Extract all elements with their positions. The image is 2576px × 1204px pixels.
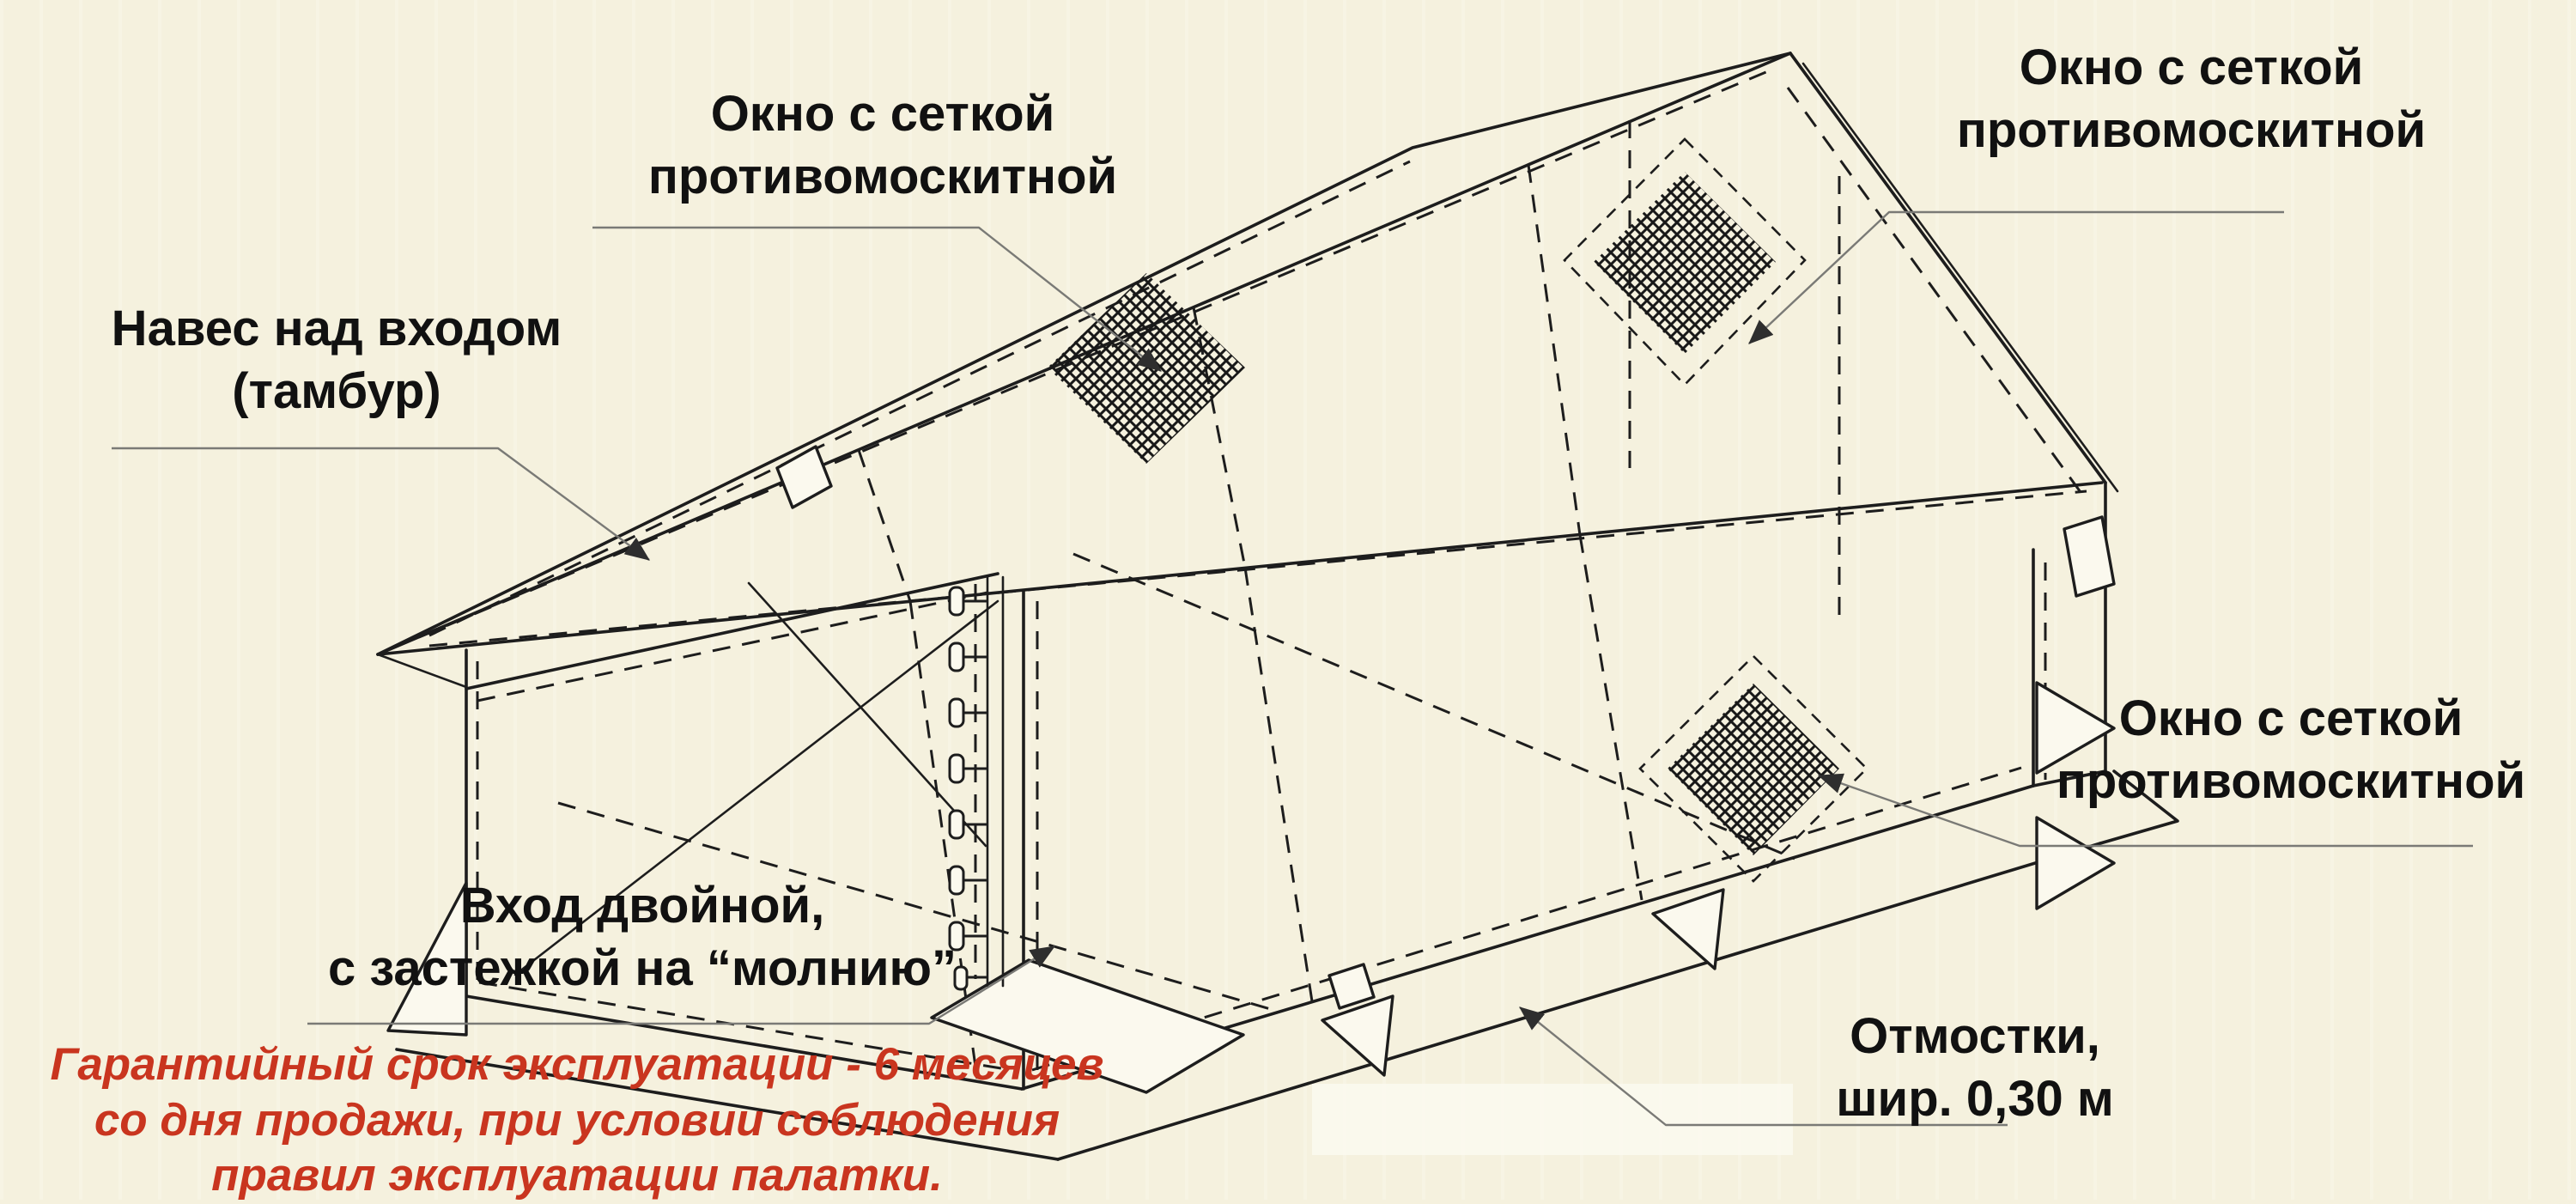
label-line: Навес над входом bbox=[111, 301, 562, 356]
label-window-top bbox=[648, 82, 1117, 208]
zipper-toggle bbox=[950, 587, 987, 615]
window-hatches bbox=[1048, 172, 1839, 855]
ground-flap-front-1 bbox=[1322, 996, 1393, 1075]
label-window-right-mid bbox=[2057, 687, 2525, 812]
leader-window-right-top bbox=[1749, 212, 2284, 344]
label-apron bbox=[1836, 1005, 2114, 1130]
entrance-wall-top-edge bbox=[466, 574, 998, 689]
front-eave-line bbox=[378, 483, 2102, 654]
roof-lines bbox=[378, 53, 2117, 687]
label-line: Отмостки, bbox=[1850, 1008, 2100, 1064]
label-line: (тамбур) bbox=[232, 363, 441, 420]
label-line: противомоскитной bbox=[2056, 753, 2526, 810]
warranty-note bbox=[50, 1037, 1103, 1204]
label-line: Окно с сеткой bbox=[2118, 690, 2464, 746]
blank-patch bbox=[1312, 1084, 1793, 1155]
label-line: Окно с сеткой bbox=[2019, 40, 2364, 95]
zipper-toggle bbox=[950, 811, 987, 838]
label-line: Окно с сеткой bbox=[710, 86, 1055, 142]
stake-loop-front bbox=[1329, 964, 1374, 1008]
zipper-toggle bbox=[950, 699, 987, 727]
ground-flap-front-2 bbox=[1653, 890, 1723, 969]
leader-canopy bbox=[112, 448, 649, 560]
label-entrance bbox=[328, 874, 957, 1000]
mosquito-window-hatch-top bbox=[1048, 273, 1245, 464]
mosquito-window-hatch-right-top bbox=[1594, 172, 1776, 354]
label-line: с застежкой на “молнию” bbox=[327, 940, 957, 997]
label-canopy bbox=[112, 297, 562, 423]
mosquito-window-hatch-right-mid bbox=[1668, 684, 1839, 855]
zipper-toggle bbox=[950, 755, 987, 782]
label-line: Вход двойной, bbox=[459, 878, 825, 933]
zipper-toggle bbox=[950, 643, 987, 671]
label-line: противомоскитной bbox=[1956, 102, 2427, 159]
warranty-line: правил эксплуатации палатки. bbox=[211, 1150, 943, 1201]
warranty-line: Гарантийный срок эксплуатации - 6 месяцев bbox=[50, 1039, 1104, 1090]
canopy-underside-edge bbox=[378, 654, 466, 687]
label-window-right-top bbox=[1957, 36, 2426, 161]
ground-flap-right-2 bbox=[2037, 818, 2114, 909]
warranty-line: со дня продажи, при условии соблюдения bbox=[94, 1094, 1060, 1146]
label-line: противомоскитной bbox=[647, 149, 1118, 205]
label-line: шир. 0,30 м bbox=[1836, 1071, 2114, 1128]
